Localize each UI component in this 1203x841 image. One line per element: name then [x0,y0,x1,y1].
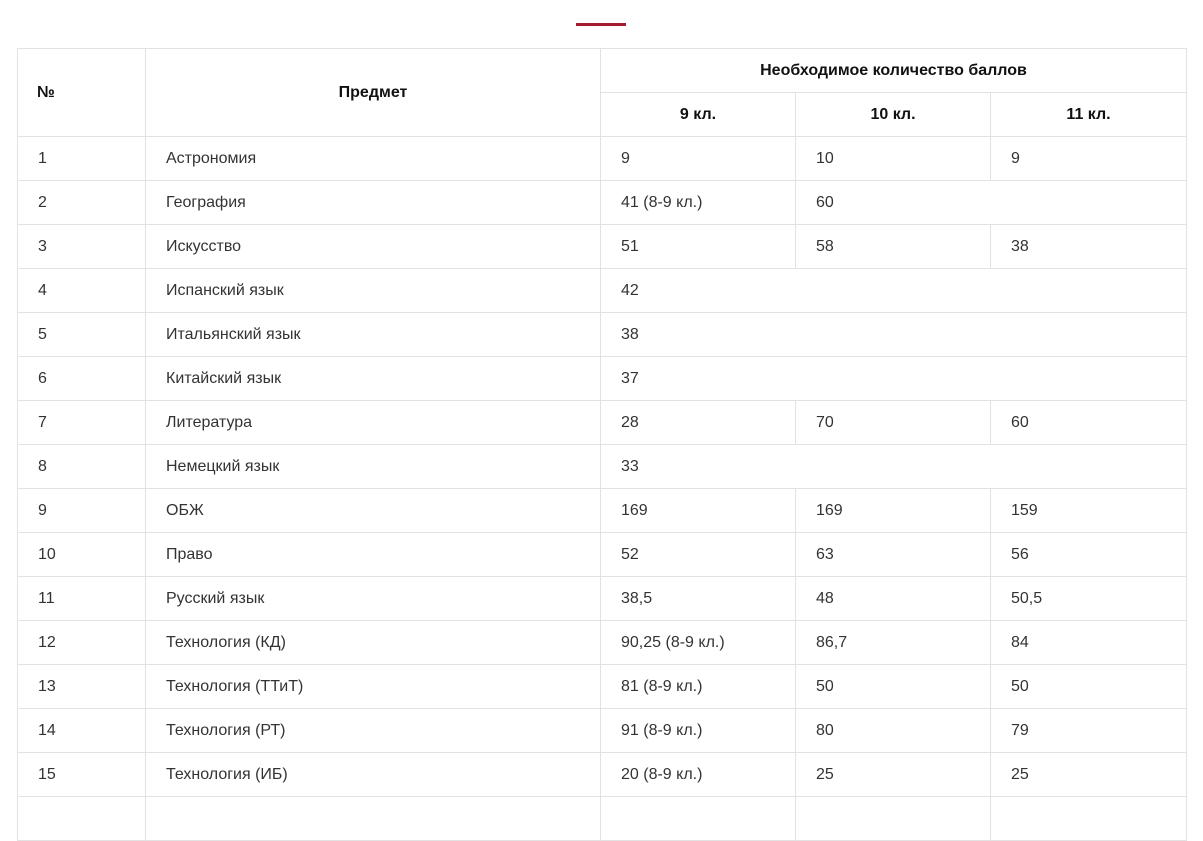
row-score: 70 [796,401,991,445]
row-score: 20 (8-9 кл.) [601,753,796,797]
row-score: 169 [601,489,796,533]
row-number: 13 [18,665,146,709]
row-subject: Технология (ИБ) [146,753,601,797]
header-grade-10: 10 кл. [796,93,991,137]
table-row [18,709,1187,753]
row-subject: Итальянский язык [146,313,601,357]
table-row [18,269,1187,313]
row-cell [601,797,796,841]
row-score: 60 [796,181,1187,225]
row-number: 4 [18,269,146,313]
row-number: 1 [18,137,146,181]
table-row [18,445,1187,489]
row-score: 9 [601,137,796,181]
table-row [18,401,1187,445]
row-number: 8 [18,445,146,489]
row-number: 12 [18,621,146,665]
table-row [18,621,1187,665]
header-grade-11: 11 кл. [991,93,1187,137]
row-cell [991,797,1187,841]
row-score: 50 [991,665,1187,709]
row-score: 50 [796,665,991,709]
row-subject: Право [146,533,601,577]
row-score: 56 [991,533,1187,577]
table-row [18,181,1187,225]
row-score: 50,5 [991,577,1187,621]
row-score: 28 [601,401,796,445]
table-row [18,357,1187,401]
row-score: 38,5 [601,577,796,621]
table-row [18,225,1187,269]
row-score: 38 [601,313,1187,357]
row-number: 11 [18,577,146,621]
row-number: 10 [18,533,146,577]
row-subject: Астрономия [146,137,601,181]
row-score: 38 [991,225,1187,269]
row-score: 33 [601,445,1187,489]
row-score: 91 (8-9 кл.) [601,709,796,753]
row-subject: География [146,181,601,225]
row-score: 80 [796,709,991,753]
row-number: 15 [18,753,146,797]
row-score: 10 [796,137,991,181]
row-score: 58 [796,225,991,269]
row-number: 3 [18,225,146,269]
section-accent-line [576,23,626,26]
row-score: 84 [991,621,1187,665]
table-row [18,753,1187,797]
row-subject: Искусство [146,225,601,269]
row-cell [18,797,146,841]
row-score: 42 [601,269,1187,313]
table-row [18,577,1187,621]
row-number: 14 [18,709,146,753]
row-number: 7 [18,401,146,445]
row-score: 25 [796,753,991,797]
row-score: 90,25 (8-9 кл.) [601,621,796,665]
table-body [18,137,1187,841]
row-cell [146,797,601,841]
header-subject: Предмет [146,49,601,137]
row-subject: Технология (РТ) [146,709,601,753]
table-row [18,137,1187,181]
row-score: 63 [796,533,991,577]
table-row [18,313,1187,357]
table-row-partial [18,797,1187,841]
row-score: 48 [796,577,991,621]
row-score: 86,7 [796,621,991,665]
row-score: 37 [601,357,1187,401]
header-grade-9: 9 кл. [601,93,796,137]
table-row [18,489,1187,533]
row-number: 9 [18,489,146,533]
row-number: 6 [18,357,146,401]
row-score: 9 [991,137,1187,181]
header-number: № [18,49,146,137]
scores-table [17,48,1187,841]
row-score: 41 (8-9 кл.) [601,181,796,225]
row-subject: Русский язык [146,577,601,621]
row-score: 81 (8-9 кл.) [601,665,796,709]
row-subject: Технология (ТТиТ) [146,665,601,709]
row-score: 52 [601,533,796,577]
row-cell [796,797,991,841]
row-score: 25 [991,753,1187,797]
row-subject: Немецкий язык [146,445,601,489]
row-subject: Испанский язык [146,269,601,313]
row-number: 5 [18,313,146,357]
header-row [18,49,1187,93]
header-required-score: Необходимое количество баллов [601,49,1187,93]
row-subject: Технология (КД) [146,621,601,665]
row-subject: Литература [146,401,601,445]
row-score: 159 [991,489,1187,533]
row-score: 51 [601,225,796,269]
row-number: 2 [18,181,146,225]
row-subject: Китайский язык [146,357,601,401]
row-score: 79 [991,709,1187,753]
row-score: 169 [796,489,991,533]
row-subject: ОБЖ [146,489,601,533]
table-row [18,665,1187,709]
row-score: 60 [991,401,1187,445]
table-row [18,533,1187,577]
